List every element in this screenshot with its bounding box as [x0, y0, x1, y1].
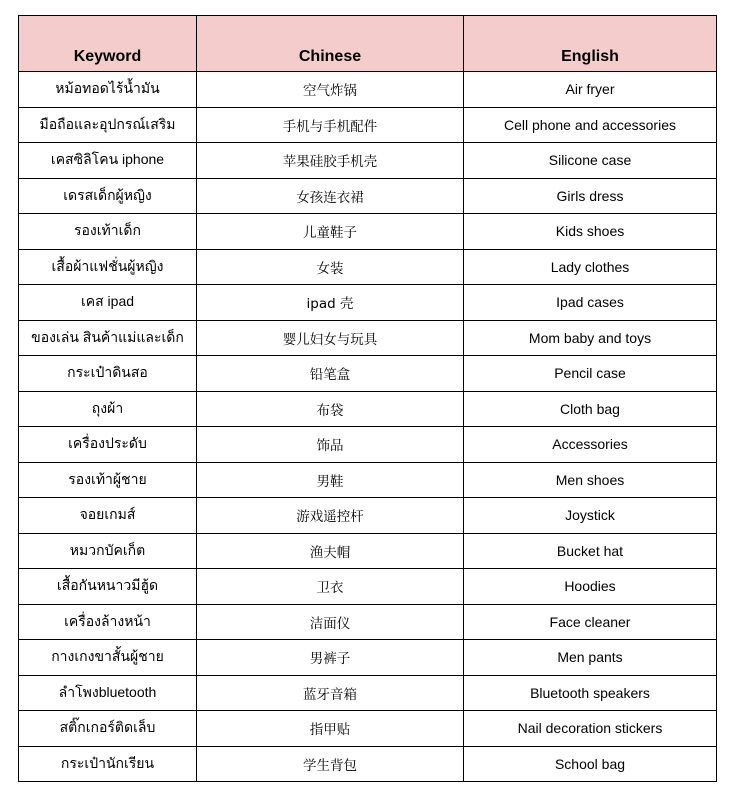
english-cell: Air fryer [464, 72, 717, 108]
english-cell: Men pants [464, 640, 717, 676]
english-cell: Mom baby and toys [464, 320, 717, 356]
keyword-table-container [18, 15, 717, 782]
table-row [19, 640, 717, 676]
header-english: English [464, 16, 717, 72]
chinese-cell: 学生背包 [197, 746, 464, 782]
table-row [19, 391, 717, 427]
chinese-cell: 空气炸锅 [197, 72, 464, 108]
table-row [19, 143, 717, 179]
table-row [19, 711, 717, 747]
keyword-cell: มือถือและอุปกรณ์เสริม [19, 107, 197, 143]
english-cell: Bucket hat [464, 533, 717, 569]
keyword-cell: ถุงผ้า [19, 391, 197, 427]
table-row [19, 178, 717, 214]
english-cell: School bag [464, 746, 717, 782]
keyword-cell: กางเกงขาสั้นผู้ชาย [19, 640, 197, 676]
keyword-cell: หมวกบัคเก็ต [19, 533, 197, 569]
chinese-cell: 铅笔盒 [197, 356, 464, 392]
english-cell: Girls dress [464, 178, 717, 214]
chinese-cell: 男裤子 [197, 640, 464, 676]
english-cell: Pencil case [464, 356, 717, 392]
table-row [19, 746, 717, 782]
chinese-cell: 苹果硅胶手机壳 [197, 143, 464, 179]
keyword-cell: กระเป๋านักเรียน [19, 746, 197, 782]
chinese-cell: 蓝牙音箱 [197, 675, 464, 711]
english-cell: Ipad cases [464, 285, 717, 321]
table-row [19, 285, 717, 321]
table-row [19, 356, 717, 392]
keyword-table [18, 15, 717, 782]
table-row [19, 107, 717, 143]
header-chinese: Chinese [197, 16, 464, 72]
english-cell: Face cleaner [464, 604, 717, 640]
english-cell: Accessories [464, 427, 717, 463]
english-cell: Bluetooth speakers [464, 675, 717, 711]
keyword-cell: เคสซิลิโคน iphone [19, 143, 197, 179]
chinese-cell: 洁面仪 [197, 604, 464, 640]
chinese-cell: 渔夫帽 [197, 533, 464, 569]
english-cell: Cloth bag [464, 391, 717, 427]
keyword-cell: ลำโพงbluetooth [19, 675, 197, 711]
english-cell: Nail decoration stickers [464, 711, 717, 747]
chinese-cell: 手机与手机配件 [197, 107, 464, 143]
english-cell: Kids shoes [464, 214, 717, 250]
keyword-cell: รองเท้าผู้ชาย [19, 462, 197, 498]
keyword-cell: จอยเกมส์ [19, 498, 197, 534]
keyword-cell: เสื้อผ้าแฟชั่นผู้หญิง [19, 249, 197, 285]
chinese-cell: 女孩连衣裙 [197, 178, 464, 214]
keyword-cell: ของเล่น สินค้าแม่และเด็ก [19, 320, 197, 356]
table-row [19, 427, 717, 463]
header-keyword: Keyword [19, 16, 197, 72]
english-cell: Hoodies [464, 569, 717, 605]
keyword-cell: กระเป๋าดินสอ [19, 356, 197, 392]
chinese-cell: 布袋 [197, 391, 464, 427]
table-row [19, 320, 717, 356]
table-row [19, 675, 717, 711]
table-row [19, 249, 717, 285]
chinese-cell: 游戏遥控杆 [197, 498, 464, 534]
english-cell: Joystick [464, 498, 717, 534]
keyword-cell: รองเท้าเด็ก [19, 214, 197, 250]
chinese-cell: 指甲贴 [197, 711, 464, 747]
chinese-cell: 男鞋 [197, 462, 464, 498]
chinese-cell: 儿童鞋子 [197, 214, 464, 250]
chinese-cell: 卫衣 [197, 569, 464, 605]
header-row [19, 16, 717, 72]
keyword-cell: เคส ipad [19, 285, 197, 321]
table-row [19, 462, 717, 498]
keyword-cell: หม้อทอดไร้น้ำมัน [19, 72, 197, 108]
table-row [19, 604, 717, 640]
table-body [19, 72, 717, 782]
chinese-cell: 婴儿妇女与玩具 [197, 320, 464, 356]
chinese-cell: 饰品 [197, 427, 464, 463]
table-row [19, 533, 717, 569]
english-cell: Lady clothes [464, 249, 717, 285]
table-row [19, 498, 717, 534]
english-cell: Men shoes [464, 462, 717, 498]
table-row [19, 72, 717, 108]
keyword-cell: สติ๊กเกอร์ติดเล็บ [19, 711, 197, 747]
chinese-cell: 女装 [197, 249, 464, 285]
keyword-cell: เครื่องล้างหน้า [19, 604, 197, 640]
english-cell: Cell phone and accessories [464, 107, 717, 143]
keyword-cell: เดรสเด็กผู้หญิง [19, 178, 197, 214]
table-row [19, 569, 717, 605]
keyword-cell: เครื่องประดับ [19, 427, 197, 463]
english-cell: Silicone case [464, 143, 717, 179]
keyword-cell: เสื้อกันหนาวมีฮู้ด [19, 569, 197, 605]
table-row [19, 214, 717, 250]
chinese-cell: ipad 壳 [197, 285, 464, 321]
